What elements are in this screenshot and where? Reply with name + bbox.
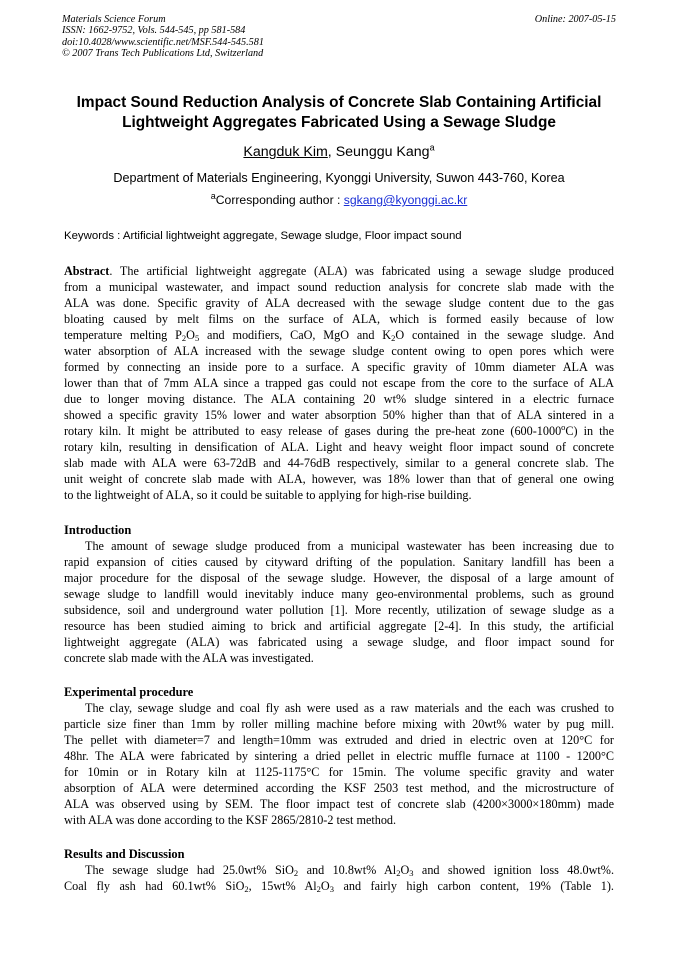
abstract-line: rotary kiln, resulting in densification of ALA. Light and heavy weight floor impact sound of concrete [64,440,614,454]
abstract-line: rotary kiln. It might be attributed to easy release of gases during the pre-heat zone (600-1000$^o$C) in the [64,423,614,438]
corresponding-superscript: a [210,190,216,201]
abstract-line: showed a specific gravity 15% lower and water absorption 50% higher than that of ALA sintered in a [64,408,614,422]
experimental-line: The clay, sewage sludge and coal fly ash were used as a raw materials and the each was crushed to [85,701,614,715]
author-list [40,144,638,160]
experimental-line: with ALA was done according to the KSF 2865/2810-2 test method. [64,813,397,827]
abstract-line: ALA was done. Specific gravity of ALA decreased with the sewage sludge content due to the gas [64,296,614,310]
corresponding-author [40,190,638,207]
experimental-line: 48hr. The ALA were fabricated by sintering a dried pellet in electric muffle furnace at 1100 - 1200°C [64,749,614,763]
results-section [64,846,614,894]
introduction-line: concrete slab made with the ALA was investigated. [64,651,314,665]
abstract-line: from a municipal wastewater, and impact sound reduction analysis for concrete slab made with the [64,280,614,294]
abstract-line: slab made with ALA were 63-72dB and 44-76dB respectively, similar to a general concrete slab. The [64,456,614,470]
introduction-line: resource has been studied aiming to brick and artificial aggregate [2-4]. In this study, the artificial [64,619,614,633]
introduction-line: rapid expansion of cities caused by cityward drifting of the population. Sanitary landfill has been a [64,555,614,569]
abstract-line: temperature melting $P_2O_5$ and modifiers, CaO, MgO and $K_2O$ contained in the sewage sludge. And [64,328,614,343]
experimental-line: particle size finer than 1mm by roller milling machine before mixing with 20wt% water by pug mill. [64,717,614,731]
abstract-line: unit weight of concrete slab made with ALA, however, was 18% lower than that of general one owing [64,472,614,486]
corresponding-label: Corresponding author : [215,193,344,207]
introduction-line: subsidence, soil and underground water pollution [1]. More recently, utilization of sewage sludge as a [64,603,614,617]
abstract-section [64,263,614,503]
abstract-line: lower than that of 7mm ALA since a trapped gas could not escape from the core to the surface of ALA [64,376,614,390]
author-1: Kangduk Kim [243,144,328,160]
online-date: Online: 2007-05-15 [534,14,616,25]
results-line: The sewage sludge had 25.0wt% SiO$_2$ and 10.8wt% $Al_2O_3$ and showed ignition loss 48.0wt%. [85,863,614,878]
title-line-2: Lightweight Aggregates Fabricated Using a Sewage Sludge [122,114,556,131]
abstract-line: bloating caused by melt films on the surface of ALA, which is formed easily because of low [64,312,614,326]
experimental-heading: Experimental procedure [64,685,194,699]
introduction-line: sewage sludge to landfill would inevitably induce many geo-environmental problems, such as ground [64,587,614,601]
abstract-label: Abstract [64,264,110,278]
introduction-heading: Introduction [64,523,132,537]
issn-line: ISSN: 1662-9752, Vols. 544-545, pp 581-584 [62,25,246,37]
journal-header [62,14,616,60]
experimental-line: ALA was observed using by SEM. The floor impact test of concrete slab (4200×3000×180mm) made [64,797,614,811]
introduction-line: major procedure for the disposal of the sewage sludge. However, the disposal of a large amount of [64,571,614,585]
experimental-line: The pellet with diameter=7 and length=10mm was extruded and dried in electric oven at 120°C for [64,733,614,747]
abstract-line: water absorption of ALA increased with the sewage sludge content owing to open pores which were [64,344,614,358]
copyright-line: © 2007 Trans Tech Publications Ltd, Switzerland [62,48,264,60]
experimental-line: absorption of ALA were determined according the KSF 2503 test method, and the microstructure of [64,781,614,795]
abstract-line: formed by connecting an inside pore to a surface. A specific gravity of 10mm diameter ALA was [64,360,614,374]
results-line: Coal fly ash had 60.1wt% SiO$_2$, 15wt% $Al_2O_3$ and fairly high carbon content, 19% (Table 1). [64,879,614,894]
abstract-line: due to longer moving distance. The ALA containing 20 wt% sludge sintered in a electric furnace [64,392,614,406]
introduction-section [64,522,614,666]
author-2-superscript: a [429,142,435,153]
title-line-1: Impact Sound Reduction Analysis of Concrete Slab Containing Artificial [76,94,602,111]
email-link[interactable]: sgkang@kyonggi.ac.kr [343,193,468,207]
keywords: Keywords : Artificial lightweight aggregate, Sewage sludge, Floor impact sound [64,230,462,242]
introduction-line: The amount of sewage sludge produced from a municipal wastewater has been increasing due to [85,539,614,553]
abstract-line: Abstract. The artificial lightweight aggregate (ALA) was fabricated using a sewage sludge produced [64,264,614,278]
experimental-line: for 10min or in Rotary kiln at 1125-1175°C for 15min. The volume specific gravity and water [64,765,614,779]
author-2: Seunggu Kang [335,144,430,160]
experimental-section [64,684,614,828]
affiliation: Department of Materials Engineering, Kyonggi University, Suwon 443-760, Korea [113,171,565,185]
introduction-line: lightweight aggregate (ALA) was fabricated using a sewage sludge, and floor impact sound for [64,635,614,649]
journal-name: Materials Science Forum [62,14,166,25]
author-separator: , [327,144,336,160]
results-heading: Results and Discussion [64,847,185,861]
doi-line: doi:10.4028/www.scientific.net/MSF.544-545.581 [62,36,264,48]
paper-title [40,93,638,133]
abstract-line: to the lightweight of ALA, so it could be suitable to applying for high-rise building. [64,488,472,502]
